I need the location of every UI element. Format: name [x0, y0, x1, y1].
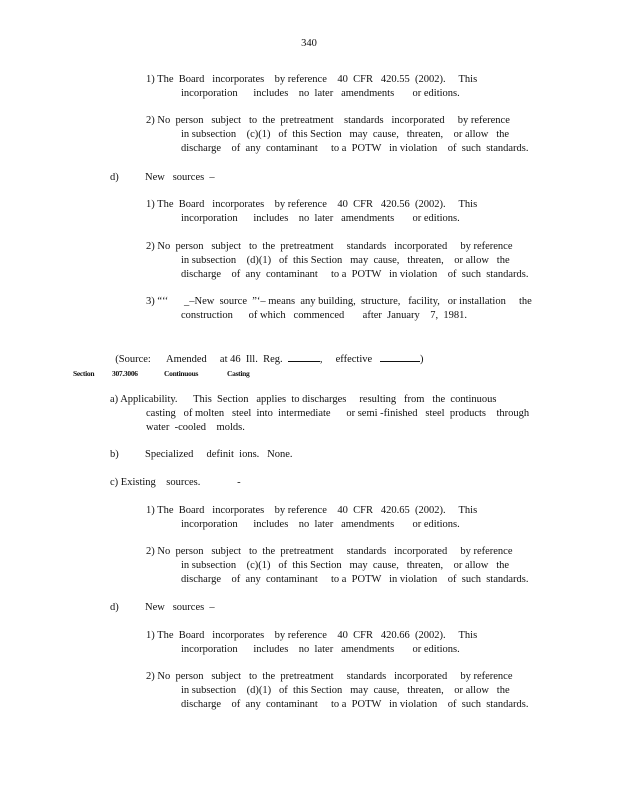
source-note-prefix: (Source: Amended at 46 Ill. Reg.	[115, 354, 288, 365]
text-line: in subsection (d)(1) of this Section may cause, threaten, or allow the	[181, 255, 510, 266]
text-line: 2) No person subject to the pretreatment standards incorporated by reference	[146, 671, 513, 682]
register-blank	[288, 351, 320, 362]
text-line: incorporation includes no later amendments or editions.	[181, 88, 460, 99]
section-number: 307.3006	[112, 369, 138, 378]
subsection-heading: d) New sources –	[110, 602, 215, 613]
text-line: construction of which commenced after January 7, 1981.	[181, 310, 468, 321]
text-line: 2) No person subject to the pretreatment standards incorporated by reference	[146, 241, 513, 252]
text-line: discharge of any contaminant to a POTW in violation of such standards.	[181, 574, 529, 585]
text-line: 1) The Board incorporates by reference 40 CFR 420.66 (2002). This	[146, 630, 478, 641]
text-line: in subsection (d)(1) of this Section may cause, threaten, or allow the	[181, 685, 510, 696]
source-note-middle: , effective	[319, 354, 381, 365]
subsection-heading: d) New sources –	[110, 172, 215, 183]
section-title-word: Continuous	[164, 369, 199, 378]
source-note-suffix: )	[420, 354, 424, 365]
text-line: 1) The Board incorporates by reference 40 CFR 420.55 (2002). This	[146, 74, 478, 85]
section-label: Section	[73, 369, 95, 378]
text-line: casting of molten steel into intermediate or semi -finished steel products through	[146, 408, 530, 419]
text-line: incorporation includes no later amendments or editions.	[181, 644, 460, 655]
effective-date-blank	[380, 351, 420, 362]
text-line: discharge of any contaminant to a POTW in violation of such standards.	[181, 269, 529, 280]
text-line: incorporation includes no later amendments or editions.	[181, 213, 460, 224]
text-line: 2) No person subject to the pretreatment standards incorporated by reference	[146, 115, 510, 126]
text-line: a) Applicability. This Section applies to discharges resulting from the continuous	[110, 394, 497, 405]
text-line: incorporation includes no later amendments or editions.	[181, 519, 460, 530]
text-line: 3) “‘‘ _–New source ”‘– means any building, structure, facility, or installation the	[146, 296, 532, 307]
text-line: 1) The Board incorporates by reference 40 CFR 420.56 (2002). This	[146, 199, 478, 210]
text-line: discharge of any contaminant to a POTW in violation of such standards.	[181, 143, 529, 154]
text-line: 1) The Board incorporates by reference 40 CFR 420.65 (2002). This	[146, 505, 478, 516]
text-line: water -cooled molds.	[146, 422, 245, 433]
text-line: discharge of any contaminant to a POTW in violation of such standards.	[181, 699, 529, 710]
subsection-heading: c) Existing sources. -	[110, 477, 241, 488]
text-line: 2) No person subject to the pretreatment standards incorporated by reference	[146, 546, 513, 557]
text-line: in subsection (c)(1) of this Section may cause, threaten, or allow the	[181, 560, 510, 571]
source-note	[110, 337, 424, 367]
subsection-heading: b) Specialized definit ions. None.	[110, 449, 293, 460]
page-number: 340	[301, 38, 317, 49]
section-title-word: Casting	[227, 369, 250, 378]
text-line: in subsection (c)(1) of this Section may cause, threaten, or allow the	[181, 129, 510, 140]
